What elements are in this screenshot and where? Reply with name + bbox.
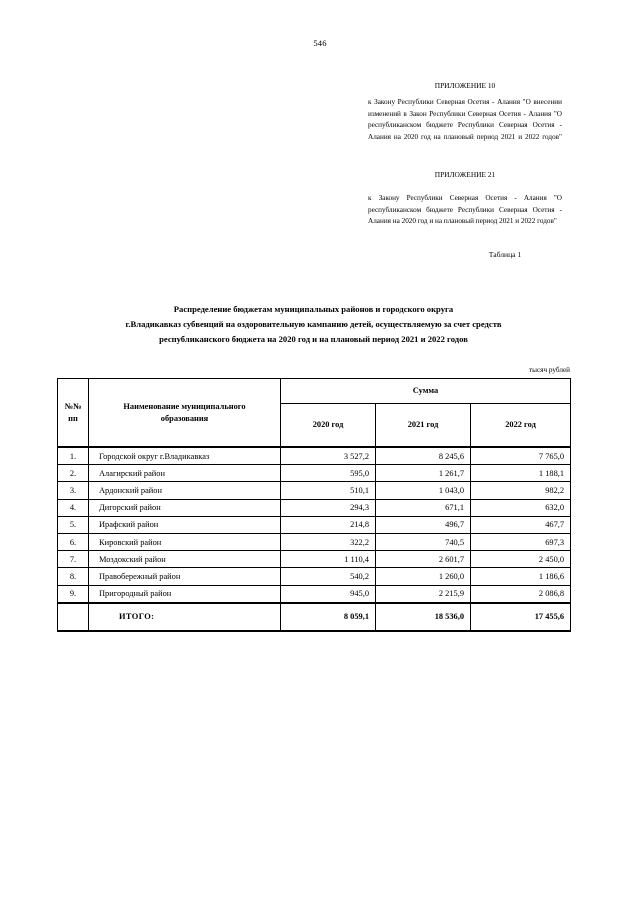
table-row: [58, 499, 571, 516]
row-municipality: Правобережный район: [89, 568, 281, 585]
row-value-2020: 510,1: [281, 482, 376, 499]
row-municipality: Ирафский район: [89, 516, 281, 533]
row-value-2020: 540,2: [281, 568, 376, 585]
row-value-2020: 1 110,4: [281, 551, 376, 568]
row-number: 8.: [58, 568, 89, 585]
row-municipality: Пригородный район: [89, 585, 281, 603]
table-row: [58, 447, 571, 465]
table-row: [58, 568, 571, 585]
table-total-row: [58, 603, 571, 631]
row-number: 4.: [58, 499, 89, 516]
row-value-2020: 322,2: [281, 533, 376, 550]
row-value-2022: 1 188,1: [471, 465, 571, 482]
column-header-number-line1: №№: [64, 401, 82, 411]
row-value-2021: 496,7: [376, 516, 471, 533]
table-row: [58, 465, 571, 482]
appendix-body: к Закону Республики Северная Осетия - Алания "О республиканском бюджете Республики Северная Осетия - Алания на 2020 год и на плановый период 2021 и 2022 годов": [368, 193, 562, 226]
row-number: 9.: [58, 585, 89, 603]
document-title: [57, 302, 570, 346]
row-value-2021: 2 215,9: [376, 585, 471, 603]
table-row: [58, 585, 571, 603]
row-value-2022: 982,2: [471, 482, 571, 499]
table-row: [58, 551, 571, 568]
row-number: 7.: [58, 551, 89, 568]
appendix-body: к Закону Республики Северная Осетия - Алания "О внесении изменений в Закон Республики Северная Осетия - Алания "О республиканском бюджете Республики Северная Осетия - Алания на 2020 год на плановый период 2021 и 2022 годов": [368, 97, 562, 141]
row-value-2022: 467,7: [471, 516, 571, 533]
title-line-2: г.Владикавказ субвенций на оздоровительную кампанию детей, осуществляемую за счет средств: [125, 318, 502, 329]
row-value-2021: 1 260,0: [376, 568, 471, 585]
row-value-2022: 2 086,8: [471, 585, 571, 603]
row-municipality: Ардонский район: [89, 482, 281, 499]
row-value-2021: 2 601,7: [376, 551, 471, 568]
total-value-2022: 17 455,6: [471, 603, 571, 631]
column-header-number-line2: пп: [68, 413, 78, 423]
row-value-2022: 2 450,0: [471, 551, 571, 568]
row-municipality: Моздокский район: [89, 551, 281, 568]
title-line-3: республиканского бюджета на 2020 год и на плановый период 2021 и 2022 годов: [159, 333, 468, 344]
total-value-2020: 8 059,1: [281, 603, 376, 631]
row-municipality: Дигорский район: [89, 499, 281, 516]
total-label: ИТОГО:: [89, 603, 281, 631]
total-value-2021: 18 536,0: [376, 603, 471, 631]
page-number: 546: [313, 38, 327, 48]
table-header-row-1: [58, 379, 571, 404]
column-header-sum-group: Сумма: [281, 379, 571, 404]
column-header-municipality: [89, 379, 281, 448]
total-number: [58, 603, 89, 631]
appendix-block-21: [368, 169, 562, 228]
row-value-2022: 1 186,6: [471, 568, 571, 585]
table-row: [58, 482, 571, 499]
row-value-2022: 632,0: [471, 499, 571, 516]
column-header-municipality-line2: образования: [160, 413, 209, 423]
table-body: [58, 447, 571, 631]
table-label: Таблица 1: [488, 250, 522, 259]
row-value-2020: 294,3: [281, 499, 376, 516]
title-line-1: Распределение бюджетам муниципальных районов и городского округа: [173, 304, 454, 314]
column-header-year-2020: 2020 год: [281, 404, 376, 448]
row-value-2021: 671,1: [376, 499, 471, 516]
budget-distribution-table: [57, 378, 571, 632]
row-value-2021: 1 261,7: [376, 465, 471, 482]
row-value-2021: 740,5: [376, 533, 471, 550]
appendix-block-10: [368, 80, 562, 144]
row-number: 3.: [58, 482, 89, 499]
row-municipality: Городской округ г.Владикавказ: [89, 447, 281, 465]
row-value-2021: 8 245,6: [376, 447, 471, 465]
column-header-municipality-line1: Наименование муниципального: [123, 401, 246, 411]
table-row: [58, 516, 571, 533]
units-note: тысяч рублей: [529, 366, 570, 374]
row-municipality: Алагирский район: [89, 465, 281, 482]
row-value-2022: 7 765,0: [471, 447, 571, 465]
row-number: 5.: [58, 516, 89, 533]
row-value-2020: 3 527,2: [281, 447, 376, 465]
row-number: 6.: [58, 533, 89, 550]
row-value-2021: 1 043,0: [376, 482, 471, 499]
row-municipality: Кировский район: [89, 533, 281, 550]
row-value-2020: 595,0: [281, 465, 376, 482]
column-header-number: [58, 379, 89, 448]
column-header-year-2021: 2021 год: [376, 404, 471, 448]
row-value-2022: 697,3: [471, 533, 571, 550]
row-number: 1.: [58, 447, 89, 465]
row-value-2020: 945,0: [281, 585, 376, 603]
row-number: 2.: [58, 465, 89, 482]
appendix-heading: ПРИЛОЖЕНИЕ 10: [434, 81, 496, 90]
appendix-heading: ПРИЛОЖЕНИЕ 21: [434, 170, 496, 179]
table-row: [58, 533, 571, 550]
row-value-2020: 214,8: [281, 516, 376, 533]
column-header-year-2022: 2022 год: [471, 404, 571, 448]
